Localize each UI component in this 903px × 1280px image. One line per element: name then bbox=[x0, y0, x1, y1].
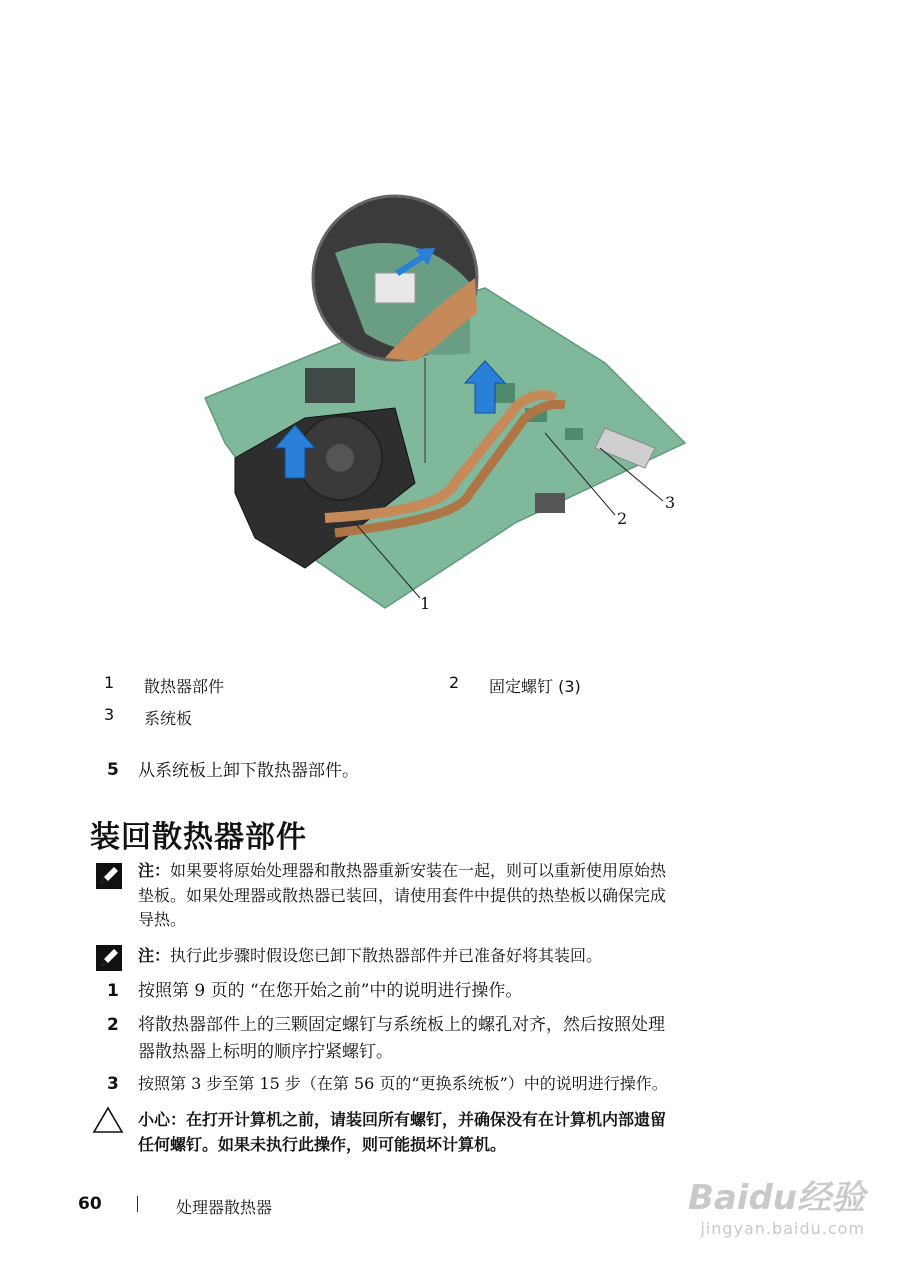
step-number: 2 bbox=[107, 1015, 119, 1035]
caution-text: 任何螺钉。如果未执行此操作，则可能损坏计算机。 bbox=[138, 1135, 507, 1154]
note-pencil-icon bbox=[95, 862, 123, 890]
step-number: 1 bbox=[107, 981, 119, 1001]
legend-num: 3 bbox=[104, 705, 115, 724]
baidu-watermark bbox=[640, 1170, 865, 1238]
watermark-brand: Baidu经验 bbox=[687, 1178, 865, 1218]
step-text: 按照第 9 页的 “在您开始之前”中的说明进行操作。 bbox=[138, 981, 523, 1001]
step-number: 3 bbox=[107, 1074, 119, 1094]
callout-1: 1 bbox=[420, 594, 431, 613]
note-pencil-icon bbox=[95, 944, 123, 972]
section-title: 装回散热器部件 bbox=[90, 820, 307, 855]
step-text: 器散热器上标明的顺序拧紧螺钉。 bbox=[138, 1042, 393, 1062]
callout-3: 3 bbox=[665, 493, 676, 512]
step-number: 5 bbox=[107, 760, 119, 780]
step-text: 将散热器部件上的三颗固定螺钉与系统板上的螺孔对齐，然后按照处理 bbox=[138, 1015, 665, 1035]
footer-divider bbox=[137, 1196, 138, 1212]
caution-label: 小心： bbox=[138, 1110, 187, 1129]
note-text: 导热。 bbox=[138, 910, 187, 929]
step-text: 按照第 3 步至第 15 步（在第 56 页的“更换系统板”）中的说明进行操作。 bbox=[138, 1074, 668, 1093]
note-label: 注： bbox=[138, 861, 171, 880]
legend-label: 系统板 bbox=[144, 709, 193, 728]
caution-text: 在打开计算机之前，请装回所有螺钉，并确保没有在计算机内部遗留 bbox=[186, 1110, 667, 1129]
note-text: 执行此步骤时假设您已卸下散热器部件并已准备好将其装回。 bbox=[170, 946, 603, 965]
watermark-url: jingyan.baidu.com bbox=[700, 1219, 865, 1238]
step-text: 从系统板上卸下散热器部件。 bbox=[138, 761, 359, 781]
note-label: 注： bbox=[138, 946, 171, 965]
caution-triangle-icon bbox=[92, 1106, 124, 1134]
legend-num: 2 bbox=[449, 673, 460, 692]
caution-line bbox=[138, 1108, 666, 1132]
heatsink-removal-figure bbox=[185, 193, 705, 623]
legend-label: 散热器部件 bbox=[144, 677, 225, 696]
note-text: 如果要将原始处理器和散热器重新安装在一起，则可以重新使用原始热 bbox=[170, 861, 667, 880]
footer-section-title: 处理器散热器 bbox=[176, 1198, 273, 1217]
page-number: 60 bbox=[78, 1194, 102, 1214]
note-text: 垫板。如果处理器或散热器已装回，请使用套件中提供的热垫板以确保完成 bbox=[138, 886, 667, 905]
legend-num: 1 bbox=[104, 673, 115, 692]
fan-connector-shape bbox=[375, 273, 415, 303]
note-line bbox=[138, 859, 666, 883]
legend-label: 固定螺钉 (3) bbox=[489, 677, 581, 696]
callout-2: 2 bbox=[617, 509, 628, 528]
note-line bbox=[138, 944, 602, 968]
